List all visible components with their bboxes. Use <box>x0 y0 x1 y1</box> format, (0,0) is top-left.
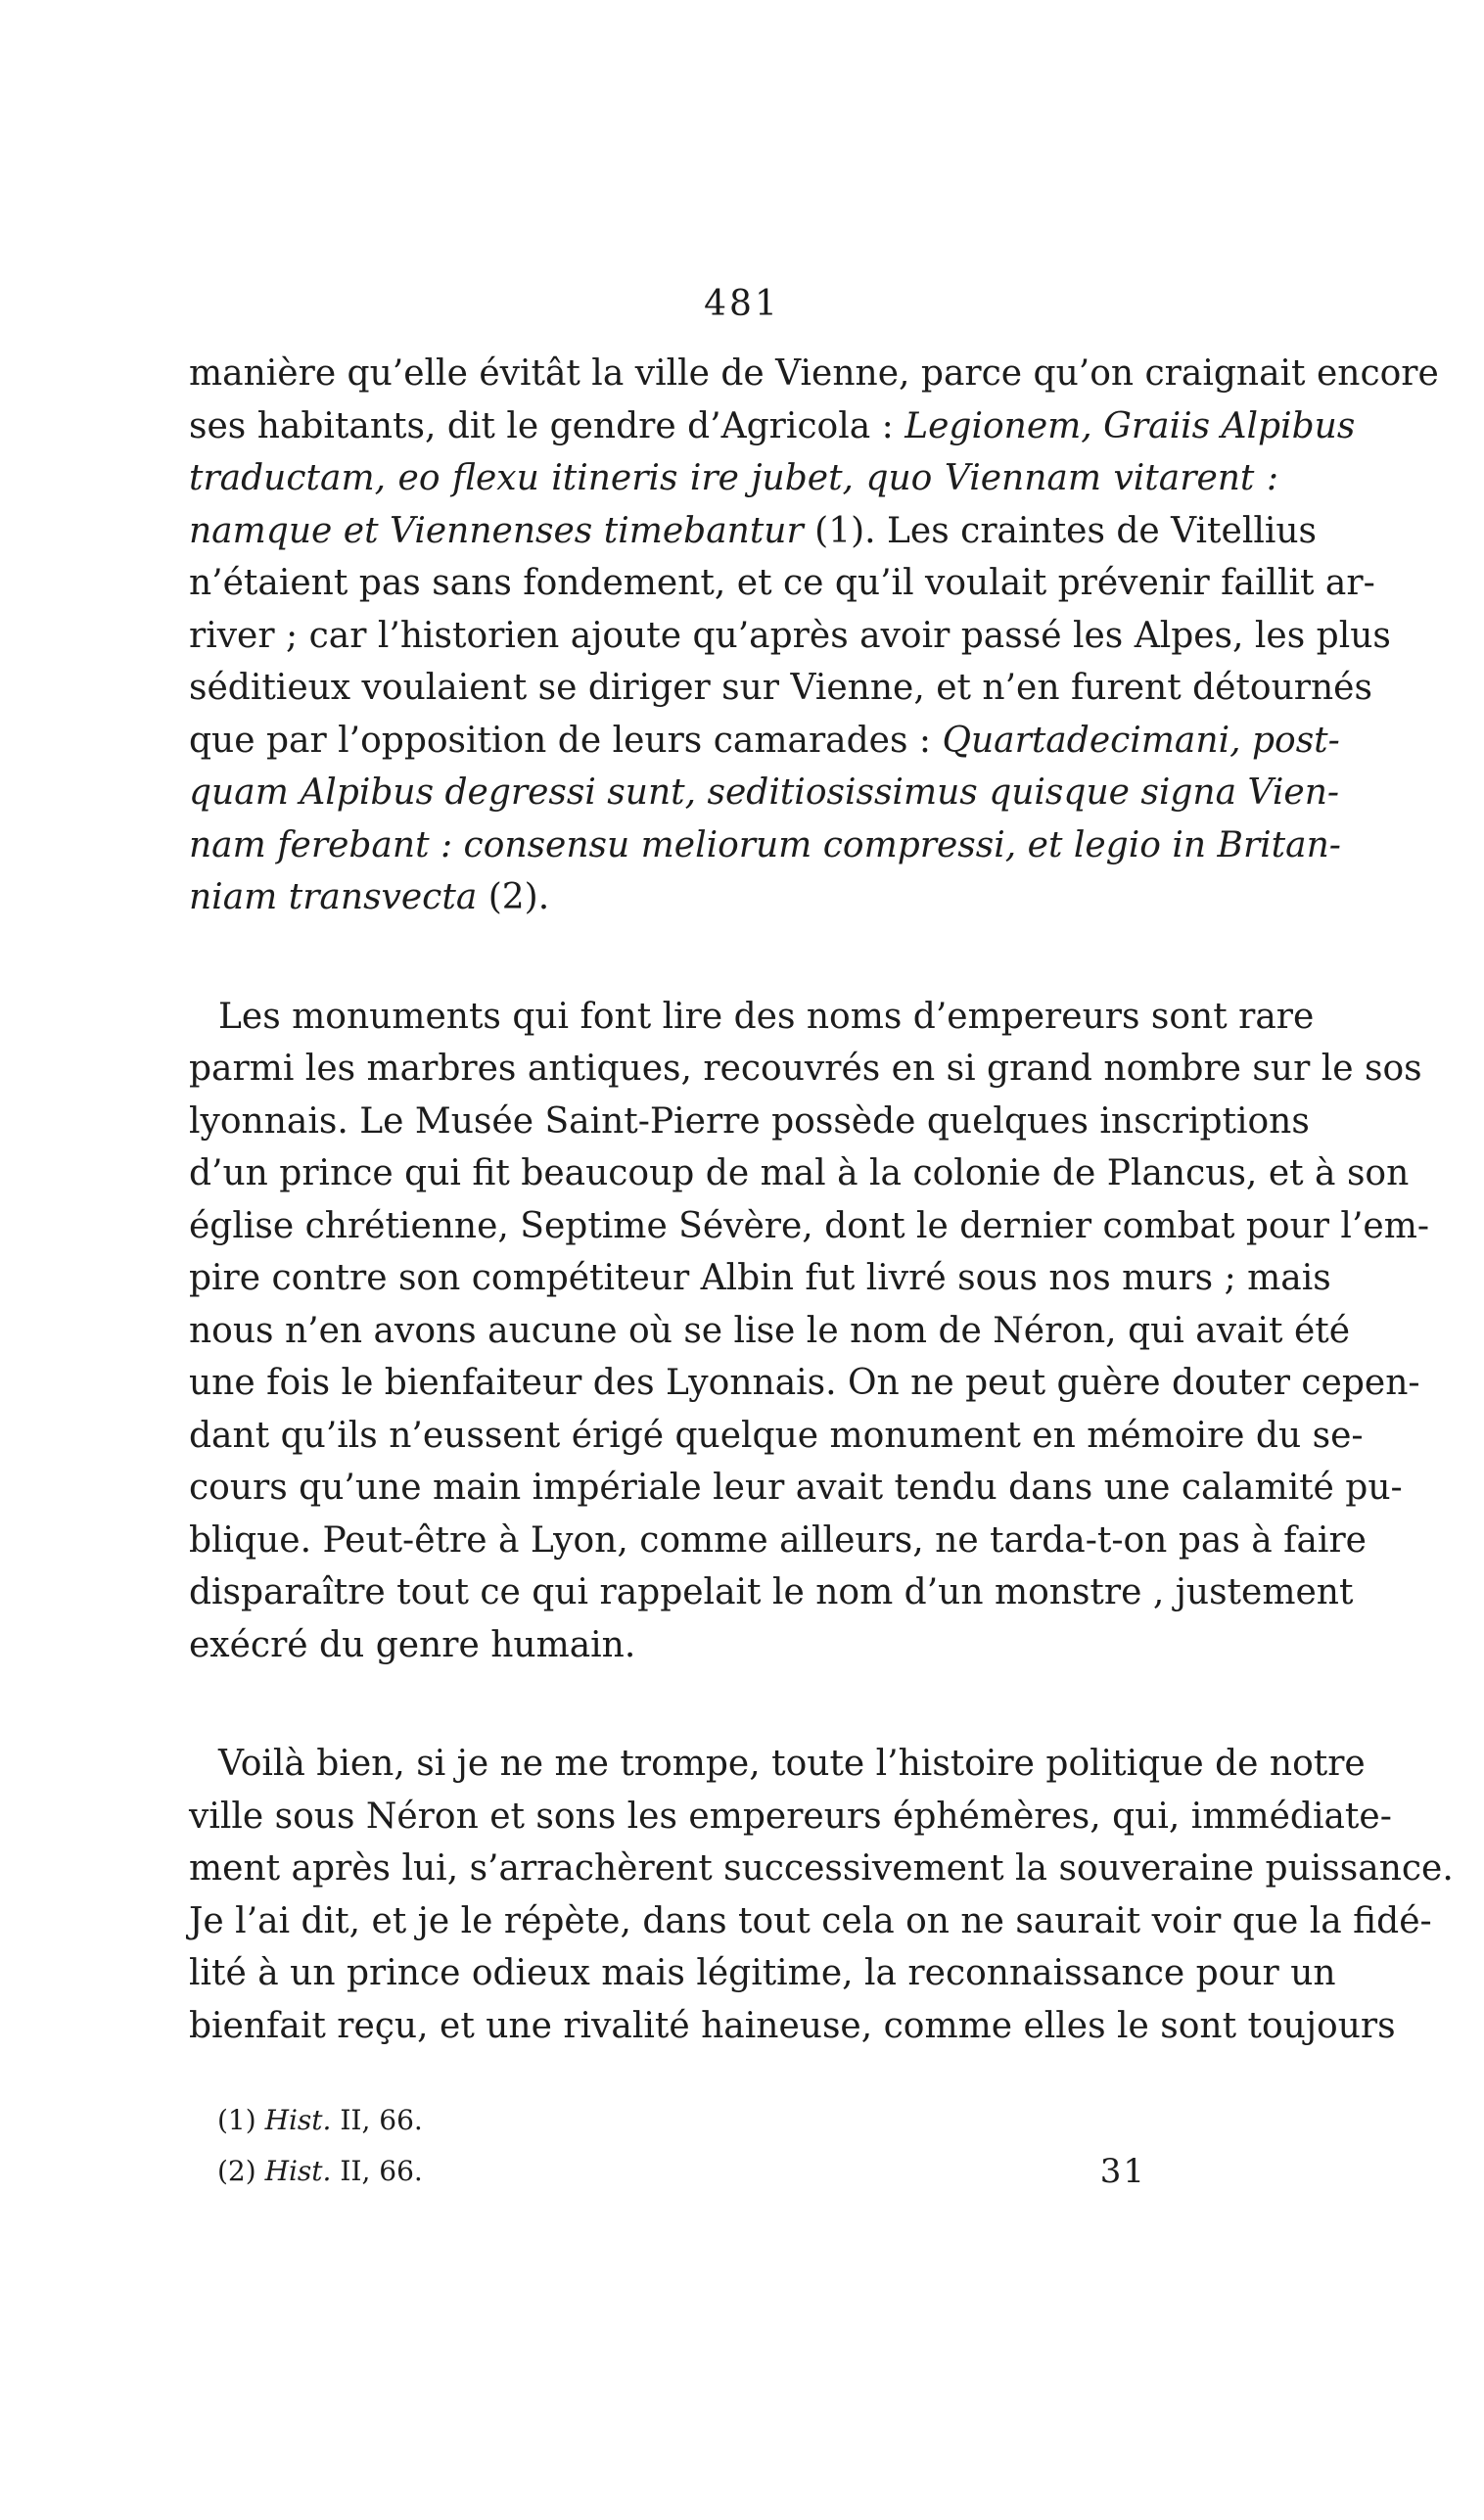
text-run: nous n’en avons aucune où se lise le nom de Néron, qui avait été <box>189 1310 1351 1351</box>
italic-text: traductam, eo flexu itineris ire jubet, quo Viennam vitarent : <box>189 458 1278 498</box>
text-run: bienfait reçu, et une rivalité haineuse, comme elles le sont toujours <box>189 2005 1396 2046</box>
text-run: église chrétienne, Septime Sévère, dont le dernier combat pour l’em- <box>189 1205 1429 1246</box>
italic-text: quam Alpibus degressi sunt, seditiosissimus quisque signa Vien- <box>189 772 1340 813</box>
text-line <box>189 610 1391 663</box>
text-run: d’un prince qui fit beaucoup de mal à la colonie de Plancus, et à son <box>189 1153 1410 1193</box>
italic-text: Quartadecimani, post- <box>942 720 1340 761</box>
footnote-text: (1) <box>217 2104 265 2136</box>
footnote <box>217 2146 423 2197</box>
text-line <box>189 2000 1396 2053</box>
text-run: ses habitants, dit le gendre d’Agricola : <box>189 405 905 446</box>
text-line <box>189 871 1278 924</box>
footnote-source: Hist. <box>264 2104 332 2136</box>
text-line <box>189 1043 1422 1096</box>
text-line <box>189 1462 1403 1515</box>
text-run: lité à un prince odieux mais légitime, la reconnaissance pour un <box>189 1953 1336 1993</box>
text-line <box>189 991 1315 1044</box>
italic-text: nam ferebant : consensu meliorum compressi, et legio in Britan- <box>189 824 1341 865</box>
italic-text: niam transvecta <box>189 877 478 917</box>
text-line <box>189 1895 1432 1948</box>
text-line <box>189 400 1356 453</box>
text-line <box>189 1305 1351 1358</box>
text-line <box>189 1252 1331 1305</box>
text-run: Voilà bien, si je ne me trompe, toute l’histoire politique de notre <box>218 1744 1366 1784</box>
text-run: (2). <box>477 877 550 917</box>
text-run: séditieux voulaient se diriger sur Vienne, et n’en furent détournés <box>189 668 1372 708</box>
text-line <box>189 662 1372 715</box>
text-line <box>189 1200 1429 1253</box>
text-run: ment après lui, s’arrachèrent successivement la souveraine puissance. <box>189 1848 1454 1889</box>
text-run: blique. Peut-être à Lyon, comme ailleurs, ne tarda-t-on pas à faire <box>189 1519 1367 1561</box>
text-run: Je l’ai dit, et je le répète, dans tout cela on ne saurait voir que la fidé- <box>189 1900 1432 1941</box>
text-line <box>189 1147 1410 1200</box>
footnote-source: Hist. <box>264 2155 332 2187</box>
text-line <box>189 1410 1364 1463</box>
text-line <box>189 715 1340 768</box>
text-run: pire contre son compétiteur Albin fut livré sous nos murs ; mais <box>189 1258 1331 1298</box>
text-line <box>189 1619 1278 1672</box>
text-line <box>189 1566 1354 1619</box>
page-number: 481 <box>704 284 780 324</box>
text-line <box>189 1791 1392 1843</box>
text-run: une fois le bienfaiteur des Lyonnais. On ne peut guère douter cepen- <box>189 1363 1420 1403</box>
body-text <box>189 348 1454 2052</box>
text-line <box>189 1843 1454 1895</box>
text-run: dant qu’ils n’eussent érigé quelque monument en mémoire du se- <box>189 1415 1364 1456</box>
italic-text: namque et Viennenses timebantur <box>189 510 804 551</box>
text-run: manière qu’elle évitât la ville de Vienne, parce qu’on craignait encore <box>189 353 1439 394</box>
text-run: (1). Les craintes de Vitellius <box>803 510 1318 551</box>
text-run: cours qu’une main impériale leur avait tendu dans une calamité pu- <box>189 1468 1403 1508</box>
text-line <box>189 1738 1366 1791</box>
text-line <box>189 557 1375 610</box>
text-line <box>189 505 1318 558</box>
text-run: disparaître tout ce qui rappelait le nom d’un monstre , justement <box>189 1572 1354 1612</box>
text-run: parmi les marbres antiques, recouvrés en si grand nombre sur le sos <box>189 1049 1422 1089</box>
text-line <box>189 1096 1310 1148</box>
italic-text: Legionem, Graiis Alpibus <box>904 405 1356 446</box>
text-run: ville sous Néron et sons les empereurs éphémères, qui, immédiate- <box>189 1796 1392 1837</box>
text-line <box>189 452 1278 505</box>
footnotes <box>217 2095 423 2197</box>
footnote-text: (2) <box>217 2155 265 2187</box>
text-line <box>189 1515 1367 1567</box>
footnote-text: II, 66. <box>331 2104 423 2136</box>
signature-mark: 31 <box>1099 2152 1146 2191</box>
footnote-text: II, 66. <box>331 2155 423 2187</box>
text-run: lyonnais. Le Musée Saint-Pierre possède quelques inscriptions <box>189 1100 1310 1142</box>
text-run: exécré du genre humain. <box>189 1624 636 1665</box>
text-line <box>189 767 1340 819</box>
text-line <box>189 348 1439 400</box>
text-line <box>189 1947 1336 2000</box>
footnote <box>217 2095 423 2146</box>
text-run: Les monuments qui font lire des noms d’empereurs sont rare <box>218 996 1315 1037</box>
text-run: que par l’opposition de leurs camarades : <box>189 720 943 761</box>
text-line <box>189 1357 1420 1410</box>
text-run: n’étaient pas sans fondement, et ce qu’il voulait prévenir faillit ar- <box>189 563 1375 603</box>
text-run: river ; car l’historien ajoute qu’après avoir passé les Alpes, les plus <box>189 615 1391 656</box>
text-line <box>189 819 1341 872</box>
